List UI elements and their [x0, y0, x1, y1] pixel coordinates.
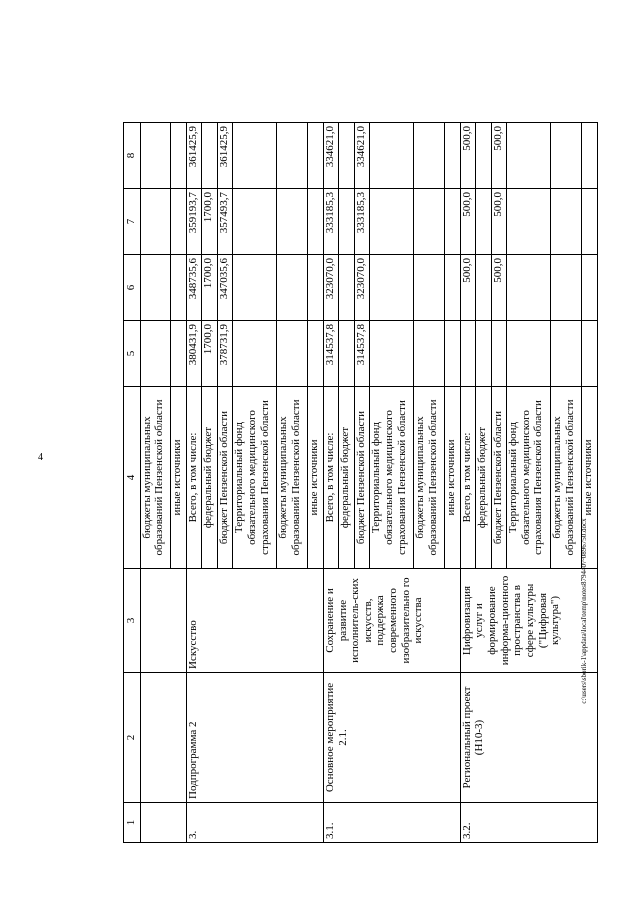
value-cell: [582, 255, 598, 321]
value-cell: [171, 321, 186, 387]
value-cell: [370, 255, 414, 321]
value-cell: [277, 255, 308, 321]
value-cell: [140, 255, 171, 321]
value-cell: [233, 321, 277, 387]
value-cell: [507, 255, 551, 321]
value-cell: [414, 321, 445, 387]
source-cell: Территориальный фонд обязательного медицинского страхования Пензенской области: [507, 387, 551, 569]
value-cell: 333185,3: [323, 189, 338, 255]
source-cell: бюджет Пензенской области: [217, 387, 232, 569]
value-cell: [551, 189, 582, 255]
value-cell: [233, 123, 277, 189]
value-cell: 348735,6: [186, 255, 201, 321]
value-cell: 500,0: [491, 189, 506, 255]
row-number: 3.: [186, 803, 323, 843]
source-cell: иные источники: [308, 387, 323, 569]
value-cell: 361425,9: [217, 123, 232, 189]
value-cell: [171, 123, 186, 189]
value-cell: [233, 255, 277, 321]
source-cell: Всего, в том числе:: [460, 387, 475, 569]
source-cell: иные источники: [445, 387, 460, 569]
resp-cell: [140, 569, 186, 673]
value-cell: [460, 321, 475, 387]
page-number: 4: [38, 452, 43, 463]
value-cell: [414, 123, 445, 189]
value-cell: [202, 123, 217, 189]
value-cell: [476, 123, 491, 189]
name-cell: [140, 673, 186, 803]
value-cell: 323070,0: [323, 255, 338, 321]
value-cell: 323070,0: [354, 255, 369, 321]
value-cell: 334621,0: [354, 123, 369, 189]
value-cell: [277, 321, 308, 387]
value-cell: [277, 123, 308, 189]
table-row: [323, 123, 338, 843]
responsible-cell: Искусство: [186, 569, 323, 673]
value-cell: 361425,9: [186, 123, 201, 189]
value-cell: [140, 123, 171, 189]
value-cell: [491, 321, 506, 387]
value-cell: [339, 123, 354, 189]
header-cell: 8: [124, 123, 141, 189]
value-cell: [551, 321, 582, 387]
value-cell: 1700,0: [202, 321, 217, 387]
value-cell: [171, 189, 186, 255]
value-cell: [507, 123, 551, 189]
value-cell: [308, 255, 323, 321]
project-name: Региональный проект (Н10-3): [460, 673, 597, 803]
value-cell: 333185,3: [354, 189, 369, 255]
source-cell: бюджеты муниципальных образований Пензенской области: [414, 387, 445, 569]
source-cell: бюджеты муниципальных образований Пензенской области: [140, 387, 171, 569]
value-cell: 500,0: [491, 255, 506, 321]
value-cell: [140, 189, 171, 255]
value-cell: [171, 255, 186, 321]
header-row: [124, 123, 141, 843]
table-row: [460, 123, 475, 843]
value-cell: [476, 255, 491, 321]
value-cell: 334621,0: [323, 123, 338, 189]
value-cell: 314537,8: [354, 321, 369, 387]
activity-description: Сохранение и развитие исполнитель-ских искусств, поддержка современного изобразительно го искусства: [323, 569, 460, 673]
value-cell: [551, 123, 582, 189]
value-cell: 500,0: [460, 189, 475, 255]
value-cell: [339, 321, 354, 387]
value-cell: [339, 255, 354, 321]
num-cell: [140, 803, 186, 843]
header-cell: 4: [124, 387, 141, 569]
file-path-footer: c:\users\sborik-1\appdata\local\temp\notes879440\~0896750.docx: [580, 518, 588, 704]
rotated-table-wrapper: [123, 123, 598, 843]
value-cell: [476, 189, 491, 255]
source-cell: федеральный бюджет: [339, 387, 354, 569]
value-cell: 1700,0: [202, 189, 217, 255]
value-cell: [308, 189, 323, 255]
value-cell: [582, 321, 598, 387]
source-cell: иные источники: [171, 387, 186, 569]
header-cell: 2: [124, 673, 141, 803]
value-cell: [140, 321, 171, 387]
value-cell: 359193,7: [186, 189, 201, 255]
source-cell: Территориальный фонд обязательного медицинского страхования Пензенской области: [233, 387, 277, 569]
value-cell: [370, 189, 414, 255]
value-cell: [551, 255, 582, 321]
program-name: Подпрограмма 2: [186, 673, 323, 803]
header-cell: 5: [124, 321, 141, 387]
header-cell: 3: [124, 569, 141, 673]
source-cell: бюджет Пензенской области: [491, 387, 506, 569]
value-cell: [507, 321, 551, 387]
value-cell: [445, 189, 460, 255]
source-cell: Всего, в том числе:: [186, 387, 201, 569]
value-cell: [308, 321, 323, 387]
value-cell: [445, 321, 460, 387]
value-cell: [445, 255, 460, 321]
source-cell: бюджеты муниципальных образований Пензенской области: [551, 387, 582, 569]
table-row: [186, 123, 201, 843]
value-cell: [308, 123, 323, 189]
source-cell: бюджет Пензенской области: [354, 387, 369, 569]
header-cell: 7: [124, 189, 141, 255]
value-cell: 500,0: [460, 255, 475, 321]
value-cell: 500,0: [460, 123, 475, 189]
value-cell: [414, 189, 445, 255]
value-cell: 314537,8: [323, 321, 338, 387]
value-cell: [445, 123, 460, 189]
value-cell: 500,0: [491, 123, 506, 189]
value-cell: [507, 189, 551, 255]
value-cell: [370, 321, 414, 387]
value-cell: [476, 321, 491, 387]
activity-name: Основное мероприятие 2.1.: [323, 673, 460, 803]
value-cell: 347035,6: [217, 255, 232, 321]
value-cell: [582, 189, 598, 255]
program-funding-table: [123, 122, 598, 843]
value-cell: [339, 189, 354, 255]
source-cell: Территориальный фонд обязательного медицинского страхования Пензенской области: [370, 387, 414, 569]
source-cell: иные источники: [582, 387, 598, 569]
header-cell: 1: [124, 803, 141, 843]
project-description: Цифровизация услуг и формирование информа-ционного пространства в сфере культуры ("Цифровая культура"): [460, 569, 597, 673]
value-cell: [370, 123, 414, 189]
value-cell: 1700,0: [202, 255, 217, 321]
source-cell: федеральный бюджет: [202, 387, 217, 569]
value-cell: [277, 189, 308, 255]
table-row: [140, 123, 171, 843]
value-cell: 357493,7: [217, 189, 232, 255]
value-cell: [414, 255, 445, 321]
row-number: 3.1.: [323, 803, 460, 843]
value-cell: 378731,9: [217, 321, 232, 387]
source-cell: федеральный бюджет: [476, 387, 491, 569]
source-cell: Всего, в том числе:: [323, 387, 338, 569]
value-cell: [233, 189, 277, 255]
header-cell: 6: [124, 255, 141, 321]
row-number: 3.2.: [460, 803, 597, 843]
value-cell: [582, 123, 598, 189]
value-cell: 380431,9: [186, 321, 201, 387]
source-cell: бюджеты муниципальных образований Пензенской области: [277, 387, 308, 569]
